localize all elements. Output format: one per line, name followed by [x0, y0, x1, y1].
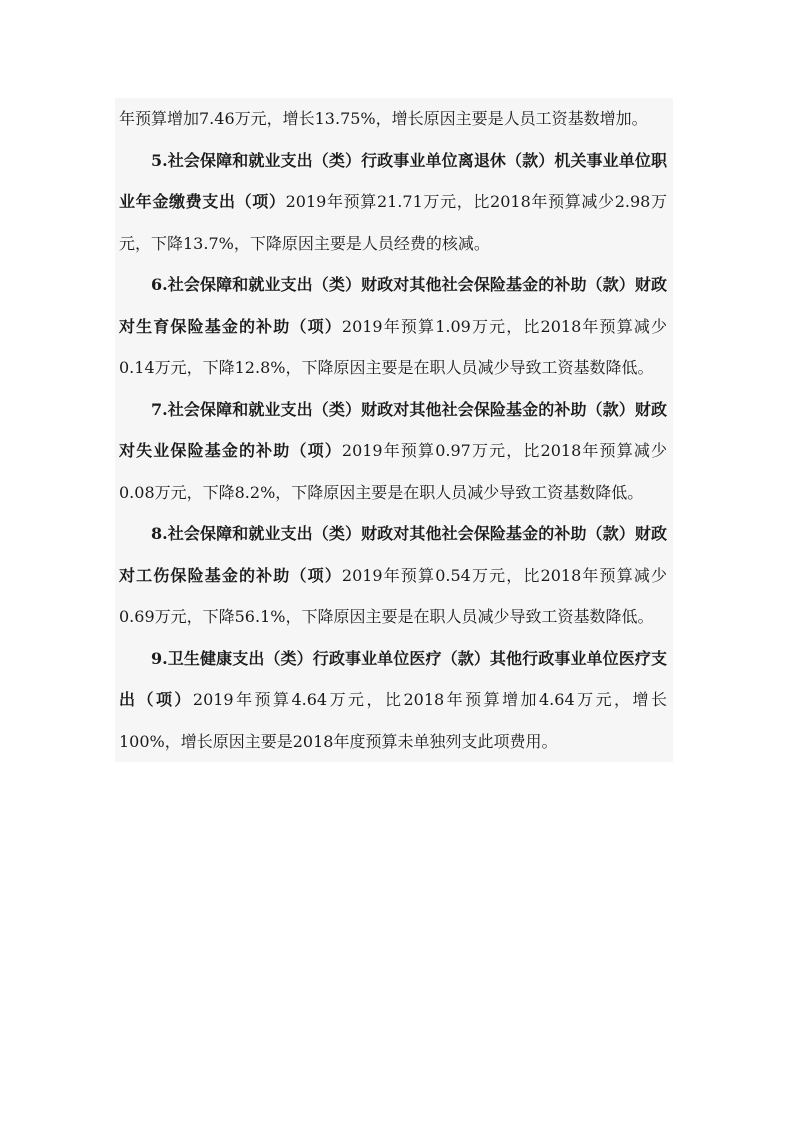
paragraph-text: 2019年预算1.09万元，比2018年预算减少0.14万元，下降12.8%，下降原因主要是在职人员减少导致工资基数降低。: [119, 316, 667, 377]
paragraph-item-5: [119, 140, 667, 265]
paragraph-heading: 6.社会保障和就业支出（类）财政对其他社会保险基金的补助（款）财政对生育保险基金的补助（项）: [119, 275, 667, 336]
paragraph-heading: 7.社会保障和就业支出（类）财政对其他社会保险基金的补助（款）财政对失业保险基金的补助（项）: [119, 399, 667, 460]
paragraph-item-8: [119, 513, 667, 638]
paragraph-text: 2019年预算0.54万元，比2018年预算减少0.69万元，下降56.1%，下降原因主要是在职人员减少导致工资基数降低。: [119, 565, 667, 626]
paragraph-heading: 9.卫生健康支出（类）行政事业单位医疗（款）其他行政事业单位医疗支出（项）: [119, 648, 667, 709]
paragraph-item-9: [119, 638, 667, 763]
paragraph-text: 年预算增加7.46万元，增长13.75%，增长原因主要是人员工资基数增加。: [119, 109, 648, 128]
paragraph-heading: 8.社会保障和就业支出（类）财政对其他社会保险基金的补助（款）财政对工伤保险基金的补助（项）: [119, 524, 667, 585]
paragraph-item-6: [119, 264, 667, 389]
paragraph-continuation: [119, 98, 667, 140]
paragraph-text: 2019年预算4.64万元，比2018年预算增加4.64万元，增长100%，增长原因主要是2018年度预算未单独列支此项费用。: [119, 690, 667, 751]
paragraph-item-7: [119, 389, 667, 514]
body-text: [115, 98, 673, 762]
paragraph-heading: 5.社会保障和就业支出（类）行政事业单位离退休（款）机关事业单位职业年金缴费支出（项）: [119, 150, 667, 211]
paragraph-text: 2019年预算21.71万元，比2018年预算减少2.98万元，下降13.7%，下降原因主要是人员经费的核减。: [119, 192, 667, 253]
paragraph-text: 2019年预算0.97万元，比2018年预算减少0.08万元，下降8.2%，下降原因主要是在职人员减少导致工资基数降低。: [119, 441, 667, 502]
